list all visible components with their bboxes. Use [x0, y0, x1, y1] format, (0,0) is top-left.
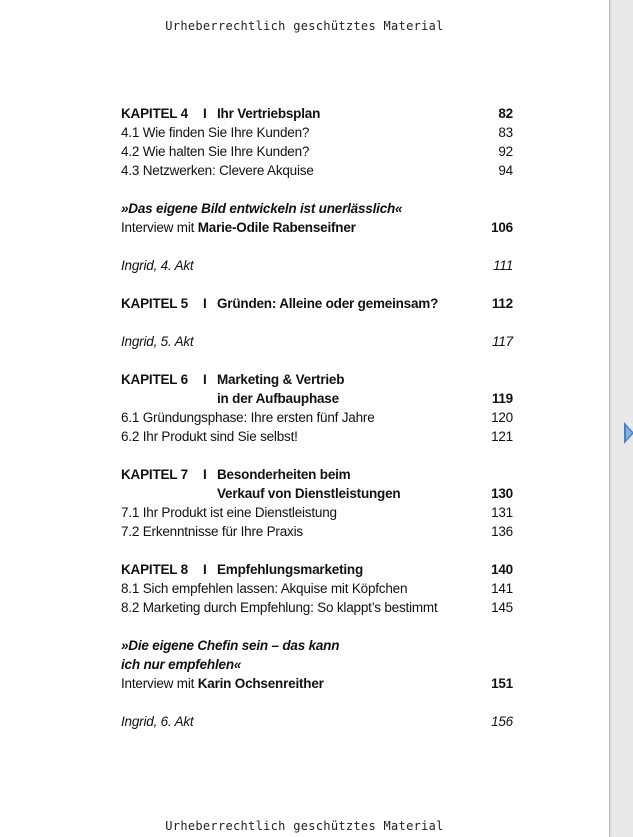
entry-text: 8.1 Sich empfehlen lassen: Akquise mit Köpfchen [121, 581, 408, 596]
entry-text: 7.1 Ihr Produkt ist eine Dienstleistung [121, 505, 337, 520]
entry-text: 4.3 Netzwerken: Clevere Akquise [121, 163, 314, 178]
chapter-5-heading [121, 294, 513, 313]
page-number: 136 [491, 524, 513, 539]
page-number: 151 [491, 676, 513, 691]
interview-prefix: Interview mit [121, 676, 198, 691]
story-entry [121, 256, 513, 275]
chapter-title-cont: Verkauf von Dienstleistungen [217, 486, 401, 501]
entry-text: Ingrid, 6. Akt [121, 714, 194, 729]
toc-entry [121, 598, 513, 617]
chapter-separator: I [203, 562, 207, 577]
chapter-title-cont: in der Aufbauphase [217, 391, 339, 406]
chapter-6-heading [121, 370, 513, 389]
page-number: 140 [491, 562, 513, 577]
chapter-title: Besonderheiten beim [217, 467, 351, 482]
entry-text: 7.2 Erkenntnisse für Ihre Praxis [121, 524, 303, 539]
quote-text: »Die eigene Chefin sein – das kann [121, 638, 340, 653]
page-number: 112 [491, 296, 513, 311]
page-number: 92 [498, 144, 513, 159]
interview-entry [121, 218, 513, 237]
chapter-8-heading [121, 560, 513, 579]
quote-text: »Das eigene Bild entwickeln ist unerlässlich« [121, 201, 403, 216]
entry-text: 4.2 Wie halten Sie Ihre Kunden? [121, 144, 310, 159]
chapter-separator: I [203, 467, 207, 482]
chapter-label: KAPITEL 7 [121, 467, 188, 482]
interviewee-name: Karin Ochsenreither [197, 676, 324, 691]
chapter-7-heading [121, 465, 513, 484]
page-number: 120 [491, 410, 513, 425]
copyright-watermark-top: Urheberrechtlich geschütztes Material [165, 19, 444, 33]
chapter-4-heading [121, 104, 513, 123]
copyright-watermark-bottom: Urheberrechtlich geschütztes Material [165, 819, 444, 833]
page-number: 117 [492, 334, 513, 349]
interview-prefix: Interview mit [121, 220, 198, 235]
page-number: 82 [498, 106, 513, 121]
chapter-label: KAPITEL 4 [121, 106, 188, 121]
chapter-separator: I [203, 106, 207, 121]
entry-text: Ingrid, 4. Akt [121, 258, 194, 273]
chapter-title: Gründen: Alleine oder gemeinsam? [217, 296, 439, 311]
page-number: 119 [491, 391, 513, 406]
page-number: 121 [491, 429, 513, 444]
chapter-label: KAPITEL 8 [121, 562, 188, 577]
page-number: 111 [493, 258, 513, 273]
chapter-title: Empfehlungsmarketing [217, 562, 364, 577]
quote-text-cont: ich nur empfehlen« [121, 657, 242, 672]
page-number: 83 [498, 125, 513, 140]
table-of-contents [121, 104, 513, 731]
page-number: 94 [498, 163, 513, 178]
page-number: 130 [491, 486, 513, 501]
entry-text: 6.1 Gründungsphase: Ihre ersten fünf Jahre [121, 410, 375, 425]
chapter-separator: I [203, 372, 207, 387]
interview-quote-cont [121, 655, 513, 674]
chapter-label: KAPITEL 5 [121, 296, 188, 311]
page-number: 156 [491, 714, 513, 729]
toc-entry [121, 522, 513, 541]
entry-text: 8.2 Marketing durch Empfehlung: So klappt’s bestimmt [121, 600, 438, 615]
chapter-6-heading-cont [121, 389, 513, 408]
toc-entry [121, 123, 513, 142]
toc-entry [121, 408, 513, 427]
page-number: 145 [491, 600, 513, 615]
toc-entry [121, 161, 513, 180]
chapter-label: KAPITEL 6 [121, 372, 188, 387]
page-number: 131 [491, 505, 513, 520]
chapter-separator: I [203, 296, 207, 311]
toc-entry [121, 579, 513, 598]
chapter-title: Ihr Vertriebsplan [217, 106, 321, 121]
story-entry [121, 332, 513, 351]
story-entry [121, 712, 513, 731]
chapter-title: Marketing & Vertrieb [217, 372, 345, 387]
interview-quote [121, 199, 513, 218]
page-number: 141 [491, 581, 513, 596]
entry-text: 6.2 Ihr Produkt sind Sie selbst! [121, 429, 298, 444]
toc-entry [121, 503, 513, 522]
toc-entry [121, 142, 513, 161]
interview-quote [121, 636, 513, 655]
entry-text: Ingrid, 5. Akt [121, 334, 194, 349]
interview-entry [121, 674, 513, 693]
interviewee-name: Marie-Odile Rabenseifner [197, 220, 356, 235]
toc-entry [121, 427, 513, 446]
page-number: 106 [491, 220, 513, 235]
chapter-7-heading-cont [121, 484, 513, 503]
arrow-right-icon-highlight [626, 426, 632, 440]
entry-text: 4.1 Wie finden Sie Ihre Kunden? [121, 125, 310, 140]
